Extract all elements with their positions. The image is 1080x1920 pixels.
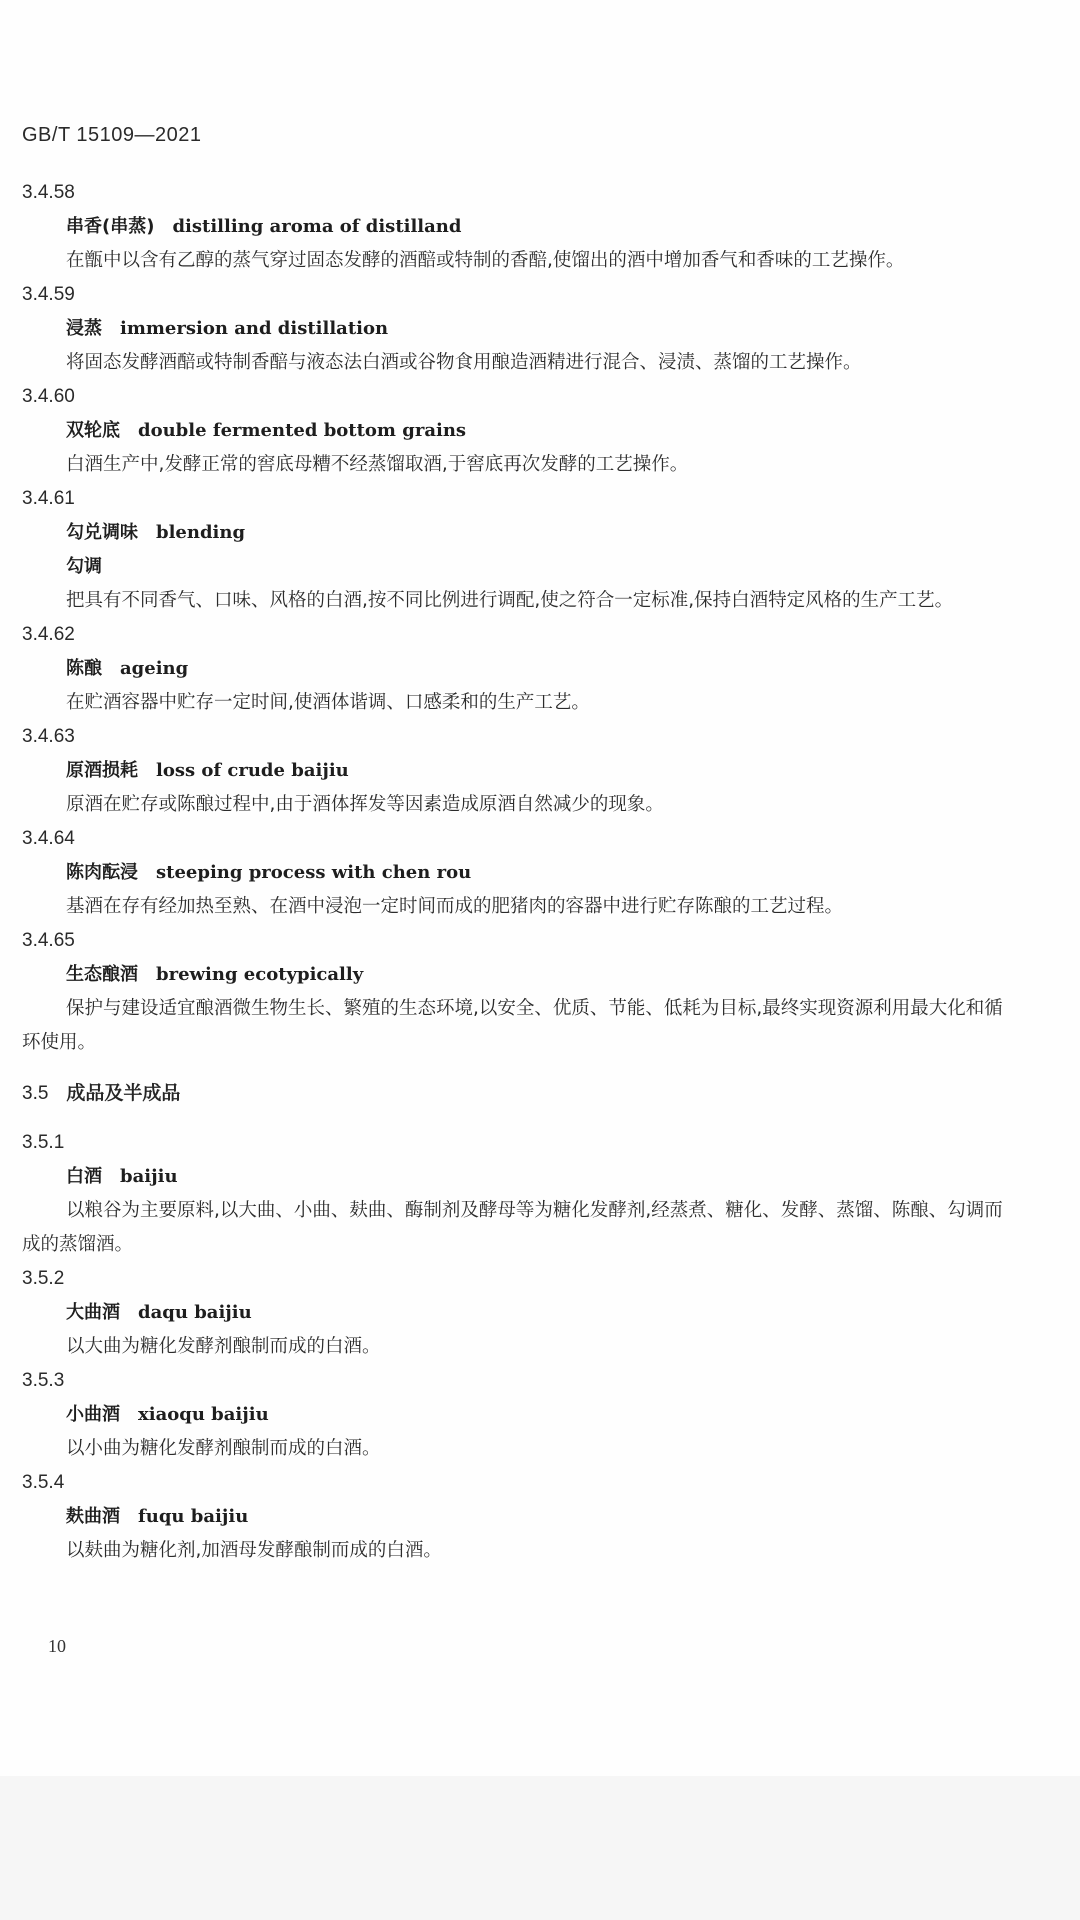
- clause-number: 3.4.62: [22, 624, 75, 645]
- term-english: distilling aroma of distilland: [172, 216, 462, 237]
- term-chinese: 串香(串蒸): [66, 216, 155, 237]
- term-heading: [66, 958, 1080, 992]
- term-chinese: 陈酿: [66, 658, 102, 679]
- term-definition: 将固态发酵酒醅或特制香醅与液态法白酒或谷物食用酿造酒精进行混合、浸渍、蒸馏的工艺操作。: [66, 352, 862, 373]
- term-chinese: 勾兑调味: [66, 522, 138, 543]
- term-heading: [66, 754, 1080, 788]
- term-chinese: 陈肉酝浸: [66, 862, 138, 883]
- standard-code-header: GB/T 15109—2021: [22, 124, 202, 146]
- clause-number: 3.5.1: [22, 1132, 65, 1153]
- term-english: daqu baijiu: [138, 1302, 252, 1323]
- clause-number: 3.5.4: [22, 1472, 65, 1493]
- term-heading: [66, 414, 1080, 448]
- term-definition: 以麸曲为糖化剂,加酒母发酵酿制而成的白酒。: [66, 1540, 442, 1561]
- term-english: immersion and distillation: [120, 318, 389, 339]
- clause-number: 3.5.3: [22, 1370, 65, 1391]
- term-chinese: 大曲酒: [66, 1302, 120, 1323]
- term-definition: 以小曲为糖化发酵剂酿制而成的白酒。: [66, 1438, 381, 1459]
- term-chinese: 双轮底: [66, 420, 120, 441]
- section-title: 成品及半成品: [66, 1082, 181, 1104]
- term-heading: [66, 210, 1080, 244]
- clause-number: 3.4.64: [22, 828, 75, 849]
- term-definition: 白酒生产中,发酵正常的窖底母糟不经蒸馏取酒,于窖底再次发酵的工艺操作。: [66, 454, 689, 475]
- term-english: ageing: [120, 658, 189, 679]
- term-english: blending: [156, 522, 246, 543]
- term-english: steeping process with chen rou: [156, 862, 472, 883]
- term-heading: [66, 856, 1080, 890]
- term-english: loss of crude baijiu: [156, 760, 349, 781]
- term-chinese: 白酒: [66, 1166, 102, 1187]
- page-number: 10: [48, 1636, 66, 1656]
- term-heading: [66, 1398, 1080, 1432]
- document-body: [0, 176, 1080, 1568]
- section-number: 3.5: [22, 1083, 49, 1104]
- clause-number: 3.4.58: [22, 182, 75, 203]
- term-english: xiaoqu baijiu: [138, 1404, 269, 1425]
- term-heading: [66, 652, 1080, 686]
- term-chinese: 浸蒸: [66, 318, 102, 339]
- term-english: baijiu: [120, 1166, 178, 1187]
- clause-number: 3.4.59: [22, 284, 75, 305]
- term-chinese: 麸曲酒: [66, 1506, 120, 1527]
- viewer-background: [0, 1776, 1080, 1920]
- term-chinese: 原酒损耗: [66, 760, 138, 781]
- term-heading: [66, 312, 1080, 346]
- clause-number: 3.4.65: [22, 930, 75, 951]
- term-heading: [66, 1160, 1080, 1194]
- term-english: fuqu baijiu: [138, 1506, 249, 1527]
- term-chinese: 小曲酒: [66, 1404, 120, 1425]
- term-definition: 基酒在存有经加热至熟、在酒中浸泡一定时间而成的肥猪肉的容器中进行贮存陈酿的工艺过程。: [66, 896, 844, 917]
- term-definition: 以粮谷为主要原料,以大曲、小曲、麸曲、酶制剂及酵母等为糖化发酵剂,经蒸煮、糖化、发酵、蒸馏、陈酿、勾调而成的蒸馏酒。: [22, 1200, 1003, 1255]
- term-definition: 以大曲为糖化发酵剂酿制而成的白酒。: [66, 1336, 381, 1357]
- term-definition: 保护与建设适宜酿酒微生物生长、繁殖的生态环境,以安全、优质、节能、低耗为目标,最终实现资源利用最大化和循环使用。: [22, 998, 1003, 1053]
- term-english: brewing ecotypically: [156, 964, 364, 985]
- term-english: double fermented bottom grains: [138, 420, 467, 441]
- term-definition: 把具有不同香气、口味、风格的白酒,按不同比例进行调配,使之符合一定标准,保持白酒特定风格的生产工艺。: [66, 590, 954, 611]
- term-heading: [66, 1296, 1080, 1330]
- term-heading: [66, 516, 1080, 550]
- clause-number: 3.4.63: [22, 726, 75, 747]
- alternative-term: [66, 550, 1080, 584]
- section-heading: [22, 1076, 1080, 1110]
- term-chinese: 生态酿酒: [66, 964, 138, 985]
- clause-number: 3.4.60: [22, 386, 75, 407]
- term-definition: 原酒在贮存或陈酿过程中,由于酒体挥发等因素造成原酒自然减少的现象。: [66, 794, 664, 815]
- alt-term-chinese: 勾调: [66, 556, 102, 577]
- clause-number: 3.4.61: [22, 488, 75, 509]
- clause-number: 3.5.2: [22, 1268, 65, 1289]
- term-heading: [66, 1500, 1080, 1534]
- term-definition: 在甑中以含有乙醇的蒸气穿过固态发酵的酒醅或特制的香醅,使馏出的酒中增加香气和香味的工艺操作。: [66, 250, 905, 271]
- term-definition: 在贮酒容器中贮存一定时间,使酒体谐调、口感柔和的生产工艺。: [66, 692, 590, 713]
